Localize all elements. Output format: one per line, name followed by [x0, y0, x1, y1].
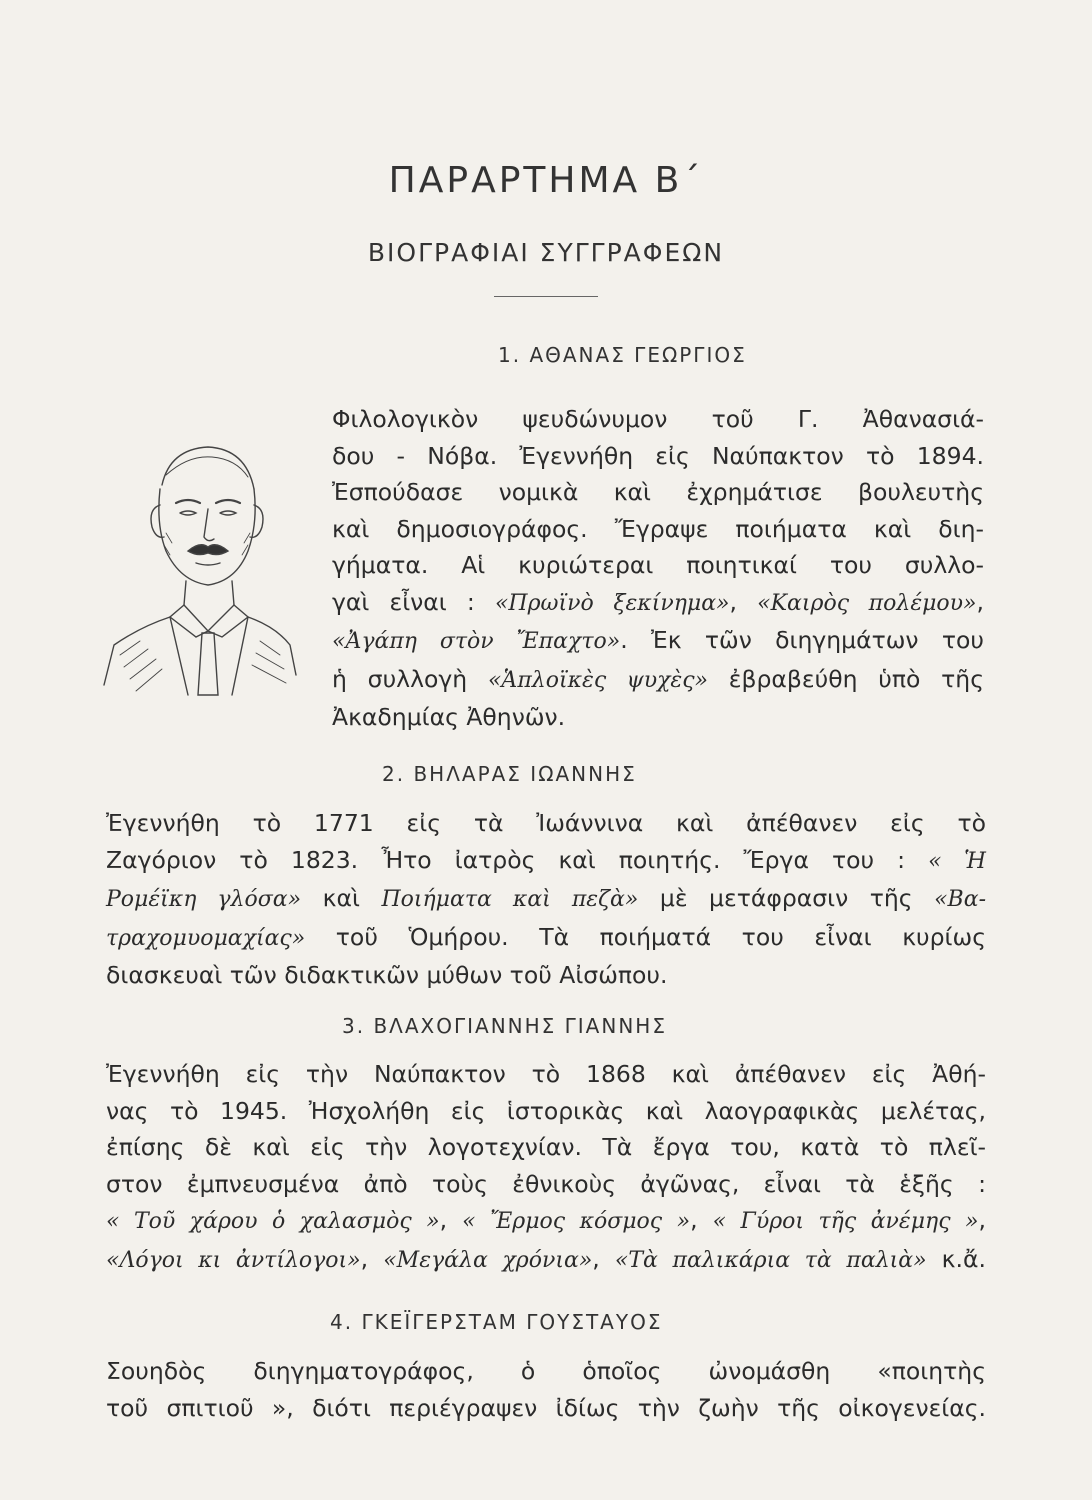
appendix-subtitle: ΒΙΟΓΡΑΦΙΑΙ ΣΥΓΓΡΑΦΕΩΝ	[367, 238, 725, 267]
work-title: «Καιρὸς πολέμου»	[757, 590, 977, 616]
entry-text-vilaras	[106, 805, 986, 994]
entry-1-line-7: «Ἀγάπη στὸν Ἔπαχτο». Ἐκ τῶν διηγημάτων του	[332, 626, 985, 654]
entry-1-line-9: Ἀκαδημίας Ἀθηνῶν.	[332, 703, 566, 731]
entry-1-line-1: Φιλολογικὸν ψευδώνυμον τοῦ Γ. Ἀθανασιά-	[332, 405, 984, 433]
entry-3-line-3: ἐπίσης δὲ καὶ εἰς τὴν λογοτεχνίαν. Τὰ ἔργα του, κατὰ τὸ πλεῖ-	[106, 1133, 986, 1161]
entry-1-line-6: γαὶ εἶναι : «Πρωϊνὸ ξεκίνημα», «Καιρὸς πολέμου»,	[332, 587, 985, 616]
entry-heading-vilaras: 2. ΒΗΛΑΡΑΣ ΙΩΑΝΝΗΣ	[382, 762, 637, 786]
work-title: «Μεγάλα χρόνια»	[383, 1247, 593, 1273]
entry-text-vlachogiannis	[106, 1056, 986, 1279]
entry-2-line-3: Ρομέϊκη γλόσα» καὶ Ποιήματα καὶ πεζὰ» μὲ μετάφρασιν τῆς «Βα-	[106, 884, 987, 912]
work-title: Ρομέϊκη γλόσα»	[106, 887, 302, 912]
entry-3-line-6: «Λόγοι κι ἀντίλογοι», «Μεγάλα χρόνια», «Τὰ παλικάρια τὰ παλιὰ» κ.ἄ.	[106, 1244, 986, 1273]
work-title: Ποιήματα καὶ πεζὰ»	[381, 887, 639, 912]
entry-heading-geijerstam: 4. ΓΚΕΪΓΕΡΣΤΑΜ ΓΟΥΣΤΑΥΟΣ	[330, 1310, 663, 1334]
entry-text-athanas	[332, 401, 984, 736]
entry-2-line-5: διασκευαὶ τῶν διδακτικῶν μύθων τοῦ Αἰσώπου.	[106, 961, 668, 989]
entry-text-geijerstam	[106, 1353, 986, 1426]
entry-2-line-1: Ἐγεννήθη τὸ 1771 εἰς τὰ Ἰωάννινα καὶ ἀπέθανεν εἰς τὸ	[106, 809, 986, 837]
entry-1-line-2: δου - Νόβα. Ἐγεννήθη εἰς Ναύπακτον τὸ 1894.	[332, 441, 984, 470]
work-title: « Ἔρμος κόσμος »	[462, 1209, 691, 1234]
entry-3-line-5: « Τοῦ χάρου ὁ χαλασμὸς », « Ἔρμος κόσμος », « Γύροι τῆς ἀνέμης »,	[106, 1206, 986, 1234]
entry-heading-athanas: 1. ΑΘΑΝΑΣ ΓΕΩΡΓΙΟΣ	[498, 343, 747, 367]
work-title: «Λόγοι κι ἀντίλογοι»	[106, 1247, 361, 1273]
work-title: «Τὰ παλικάρια τὰ παλιὰ»	[614, 1247, 927, 1273]
entry-1-line-5: γήματα. Αἱ κυριώτεραι ποιητικαί του συλλο-	[332, 551, 984, 579]
entry-4-line-1: Σουηδὸς διηγηματογράφος, ὁ ὁποῖος ὠνομάσθη «ποιητὴς	[106, 1357, 986, 1385]
work-title: « Ἡ	[928, 848, 987, 874]
entry-2-line-2: Ζαγόριον τὸ 1823. Ἦτο ἰατρὸς καὶ ποιητής. Ἔργα του : « Ἡ	[106, 845, 987, 874]
work-title: τραχομυομαχίας»	[106, 925, 306, 951]
entry-3-line-4: στον ἐμπνευσμένα ἀπὸ τοὺς ἐθνικοὺς ἀγῶνας, εἶναι τὰ ἑξῆς :	[106, 1169, 986, 1198]
work-title: «Βα-	[934, 887, 987, 912]
appendix-title: ΠΑΡΑΡΤΗΜΑ Β΄	[388, 160, 704, 201]
entry-3-line-1: Ἐγεννήθη εἰς τὴν Ναύπακτον τὸ 1868 καὶ ἀπέθανεν εἰς Ἀθή-	[106, 1060, 986, 1088]
author-portrait	[100, 405, 300, 705]
entry-2-line-4: τραχομυομαχίας» τοῦ Ὁμήρου. Τὰ ποιήματά του εἶναι κυρίως	[106, 922, 986, 951]
work-title: «Πρωϊνὸ ξεκίνημα»	[494, 590, 730, 616]
title-divider	[494, 296, 598, 297]
entry-1-line-4: καὶ δημοσιογράφος. Ἔγραψε ποιήματα καὶ διη-	[332, 514, 984, 543]
work-title: «Ἀγάπη στὸν Ἔπαχτο»	[332, 629, 621, 654]
entry-1-line-3: Ἐσπούδασε νομικὰ καὶ ἐχρημάτισε βουλευτὴς	[332, 478, 984, 506]
entry-3-line-2: νας τὸ 1945. Ἠσχολήθη εἰς ἱστορικὰς καὶ λαογραφικὰς μελέτας,	[106, 1096, 986, 1125]
entry-4-line-2: τοῦ σπιτιοῦ », διότι περιέγραψεν ἰδίως τὴν ζωὴν τῆς οἰκογενείας.	[106, 1393, 986, 1422]
work-title: « Γύροι τῆς ἀνέμης »	[712, 1209, 979, 1234]
work-title: « Τοῦ χάρου ὁ χαλασμὸς »	[106, 1209, 440, 1234]
entry-1-line-8: ἡ συλλογὴ «Ἁπλοϊκὲς ψυχὲς» ἐβραβεύθη ὑπὸ τῆς	[332, 664, 984, 693]
work-title: «Ἁπλοϊκὲς ψυχὲς»	[487, 667, 708, 693]
entry-heading-vlachogiannis: 3. ΒΛΑΧΟΓΙΑΝΝΗΣ ΓΙΑΝΝΗΣ	[342, 1014, 667, 1038]
